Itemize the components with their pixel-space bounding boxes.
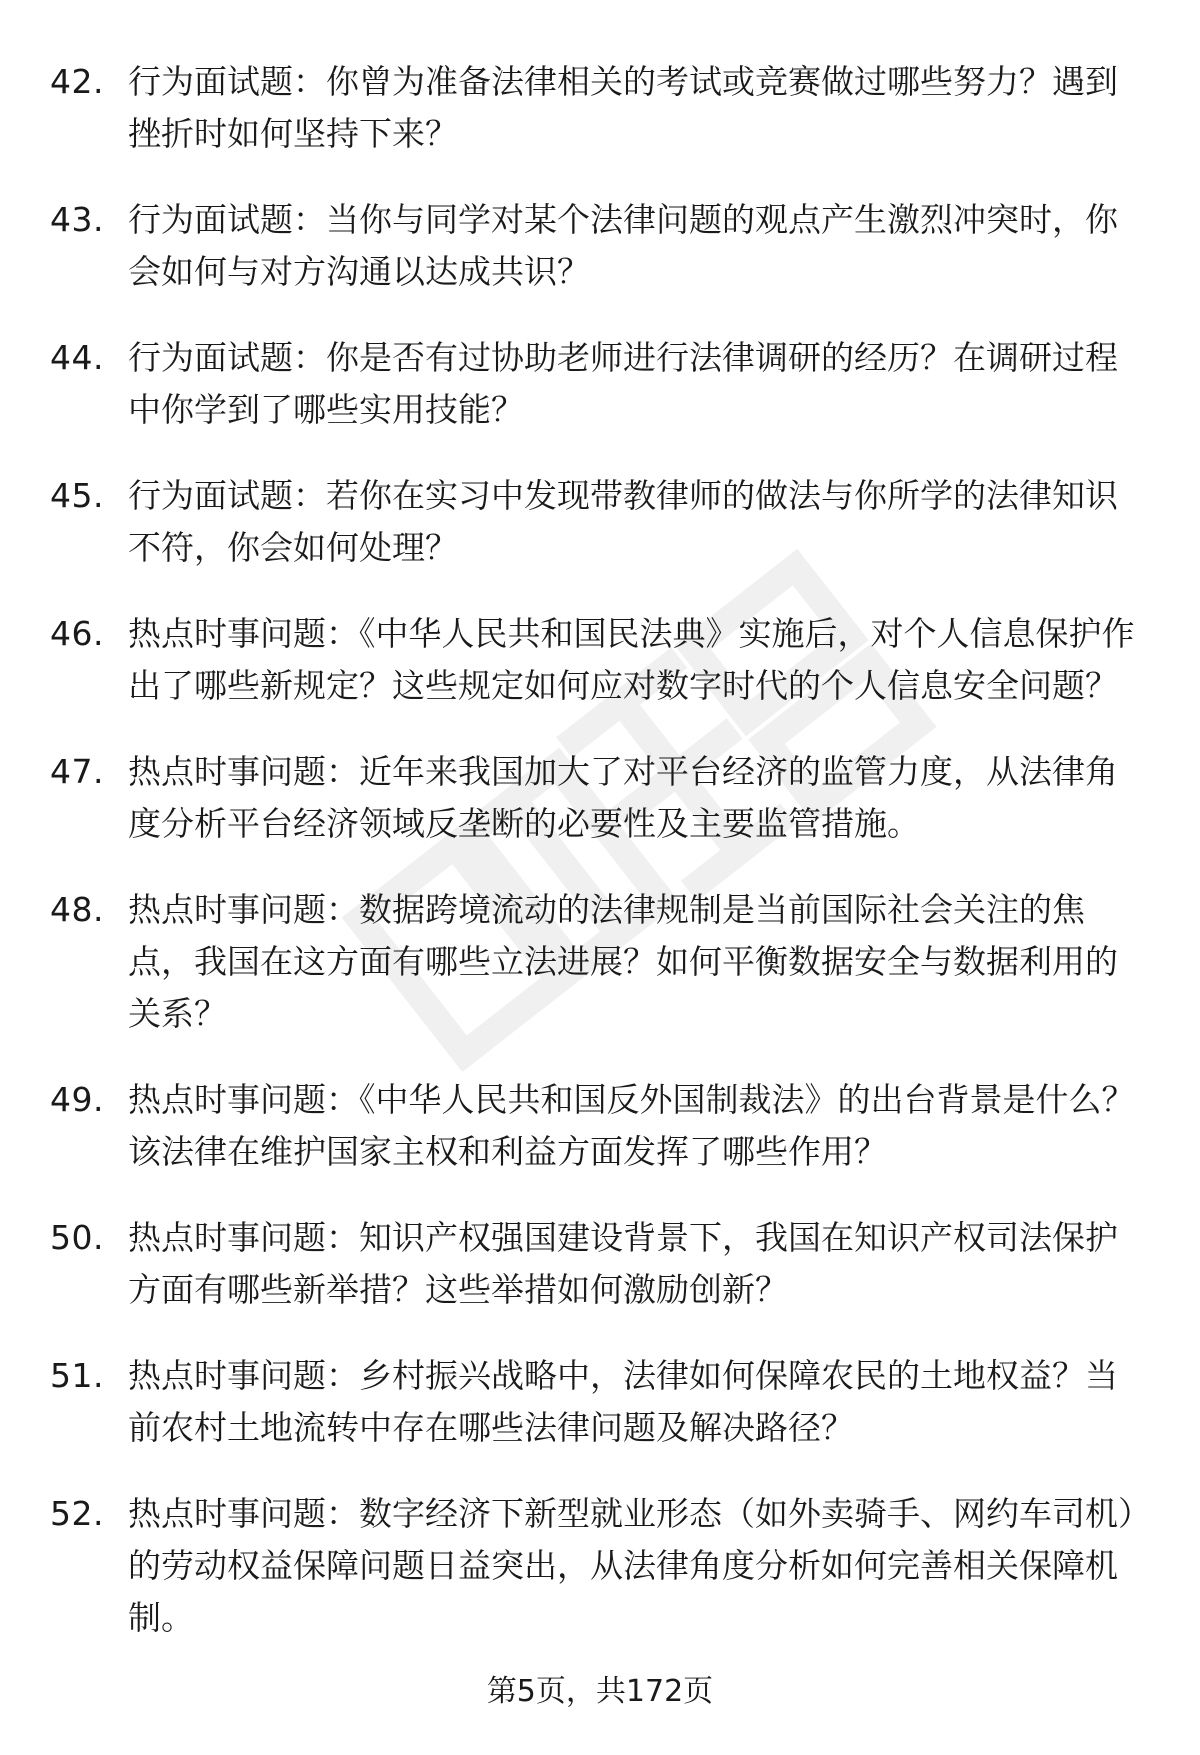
item-text: 行为面试题：若你在实习中发现带教律师的做法与你所学的法律知识不符，你会如何处理？ — [128, 476, 1118, 567]
list-item — [50, 1212, 1150, 1316]
item-text: 热点时事问题：近年来我国加大了对平台经济的监管力度，从法律角度分析平台经济领域反垄断的必要性及主要监管措施。 — [128, 752, 1118, 843]
item-text: 热点时事问题：《中华人民共和国民法典》实施后，对个人信息保护作出了哪些新规定？这些规定如何应对数字时代的个人信息安全问题？ — [128, 614, 1135, 705]
item-text: 热点时事问题：数字经济下新型就业形态（如外卖骑手、网约车司机）的劳动权益保障问题日益突出，从法律角度分析如何完善相关保障机制。 — [128, 1494, 1135, 1637]
item-number: 48. — [50, 890, 104, 929]
item-number: 45. — [50, 476, 104, 515]
item-number: 51. — [50, 1356, 104, 1395]
item-text: 行为面试题：你曾为准备法律相关的考试或竞赛做过哪些努力？遇到挫折时如何坚持下来？ — [128, 62, 1118, 153]
item-number: 52. — [50, 1494, 104, 1533]
item-text: 行为面试题：你是否有过协助老师进行法律调研的经历？在调研过程中你学到了哪些实用技能？ — [128, 338, 1118, 429]
list-item — [50, 56, 1150, 160]
list-item — [50, 746, 1150, 850]
item-text: 热点时事问题：知识产权强国建设背景下，我国在知识产权司法保护方面有哪些新举措？这些举措如何激励创新？ — [128, 1218, 1118, 1309]
item-text: 热点时事问题：《中华人民共和国反外国制裁法》的出台背景是什么？该法律在维护国家主权和利益方面发挥了哪些作用？ — [128, 1080, 1135, 1171]
list-item — [50, 194, 1150, 298]
item-text: 热点时事问题：乡村振兴战略中，法律如何保障农民的土地权益？当前农村土地流转中存在哪些法律问题及解决路径？ — [128, 1356, 1118, 1447]
list-item — [50, 1488, 1150, 1644]
item-number: 46. — [50, 614, 104, 653]
question-list — [50, 56, 1150, 1678]
list-item — [50, 470, 1150, 574]
item-number: 43. — [50, 200, 104, 239]
item-number: 49. — [50, 1080, 104, 1119]
list-item — [50, 884, 1150, 1040]
list-item — [50, 1350, 1150, 1454]
item-number: 47. — [50, 752, 104, 791]
item-text: 行为面试题：当你与同学对某个法律问题的观点产生激烈冲突时，你会如何与对方沟通以达成共识？ — [128, 200, 1118, 291]
item-number: 42. — [50, 62, 104, 101]
list-item — [50, 608, 1150, 712]
list-item — [50, 1074, 1150, 1178]
item-text: 热点时事问题：数据跨境流动的法律规制是当前国际社会关注的焦点，我国在这方面有哪些立法进展？如何平衡数据安全与数据利用的关系？ — [128, 890, 1118, 1033]
page-number: 第5页，共172页 — [486, 1674, 714, 1709]
item-number: 50. — [50, 1218, 104, 1257]
list-item — [50, 332, 1150, 436]
item-number: 44. — [50, 338, 104, 377]
